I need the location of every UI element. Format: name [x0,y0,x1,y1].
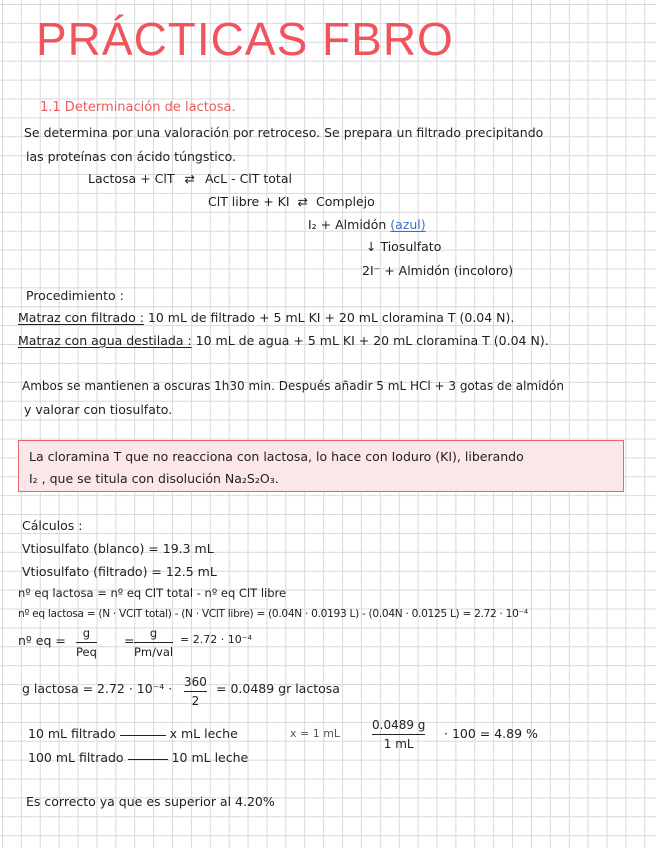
proportion-row-1-b: x mL leche [169,726,238,741]
reaction-1-left: Lactosa + ClT [88,171,175,186]
note-box-line-2: I₂ , que se titula con disolución Na₂S₂O₃. [29,471,279,486]
g-lactosa-lhs: g lactosa = 2.72 · 10⁻⁴ · [22,681,173,696]
equation-2: nº eq lactosa = (N · VClT total) - (N · VClT libre) = (0.04N · 0.0193 L) - (0.04N · 0.0125 L) = 2.72 · 10⁻⁴ [18,608,528,620]
matraz-filtrado-label: Matraz con filtrado : [18,310,144,325]
fraction-numerator: 360 [184,675,207,689]
fraction-denominator: Pm/val [134,645,174,659]
page-title: PRÁCTICAS FBRO [36,13,454,65]
fraction-numerator: g [82,626,91,640]
fraction-denominator: Peq [76,645,97,659]
equation-1: nº eq lactosa = nº eq ClT total - nº eq ClT libre [18,586,287,600]
reaction-3-note: (azul) [390,217,426,232]
fraction-bar [184,691,207,692]
fraction-numerator: g [149,626,158,640]
proportion-row-1 [28,727,238,741]
ambos-line-1: Ambos se mantienen a oscuras 1h30 min. Después añadir 5 mL HCl + 3 gotas de almidón [22,379,564,393]
procedimiento-heading: Procedimiento : [26,288,124,303]
intro-line-2: las proteínas con ácido túngstico. [26,149,237,164]
reaction-2 [208,195,375,209]
fraction-bar [134,642,173,643]
reaction-2-right: Complejo [316,194,375,209]
fraction-bar [372,734,425,735]
reaction-3-left: I₂ + Almidón [308,217,387,232]
fraction-bar [76,642,97,643]
conclusion: Es correcto ya que es superior al 4.20% [26,794,275,809]
equation-3-eq: = [124,633,135,648]
note-box-line-1: La cloramina T que no reacciona con lactosa, lo hace con Ioduro (KI), liberando [29,449,524,464]
proportion-row-2-a: 100 mL filtrado [28,750,124,765]
section-heading: 1.1 Determinación de lactosa. [40,100,236,115]
reaction-1-right: AcL - ClT total [204,171,292,186]
fraction-result [372,718,425,751]
calculos-heading: Cálculos : [22,518,83,533]
proportion-row-2 [28,751,248,765]
proportion-row-2-b: 10 mL leche [171,750,249,765]
g-lactosa-rhs: = 0.0489 gr lactosa [216,681,340,696]
reaction-3 [308,218,426,232]
fraction-g-peq [76,626,97,659]
equation-3-rhs: = 2.72 · 10⁻⁴ [180,633,252,646]
fraction-numerator: 0.0489 g [372,718,426,732]
v-filtrado: Vtiosulfato (filtrado) = 12.5 mL [22,564,217,579]
matraz-agua [18,334,549,348]
matraz-agua-text: 10 mL de agua + 5 mL KI + 20 mL cloramina T (0.04 N). [195,333,549,348]
ambos-line-2: y valorar con tiosulfato. [24,402,173,417]
equation-3-lhs: nº eq = [18,633,66,648]
fraction-denominator: 2 [191,694,200,708]
reaction-2-left: ClT libre + KI [208,194,290,209]
matraz-filtrado-text: 10 mL de filtrado + 5 mL KI + 20 mL cloramina T (0.04 N). [147,310,515,325]
matraz-filtrado [18,311,514,325]
matraz-agua-label: Matraz con agua destilada : [18,333,192,348]
fraction-360-2 [184,675,207,708]
reaction-5: 2I⁻ + Almidón (incoloro) [362,263,514,278]
reaction-4: ↓ Tiosulfato [366,239,442,254]
x-value: x = 1 mL [290,727,341,740]
blank-line [120,735,166,736]
blank-line [128,759,168,760]
equilibrium-arrow-icon: ⇄ [184,171,195,186]
intro-line-1: Se determina por una valoración por retroceso. Se prepara un filtrado precipitando [24,125,544,140]
equilibrium-arrow-icon: ⇄ [297,194,309,209]
reaction-1 [88,172,292,186]
fraction-g-pm [134,626,173,659]
fraction-denominator: 1 mL [383,737,414,751]
proportion-row-1-a: 10 mL filtrado [28,726,116,741]
result: · 100 = 4.89 % [444,726,538,741]
note-box [18,440,624,492]
v-blanco: Vtiosulfato (blanco) = 19.3 mL [22,541,214,556]
